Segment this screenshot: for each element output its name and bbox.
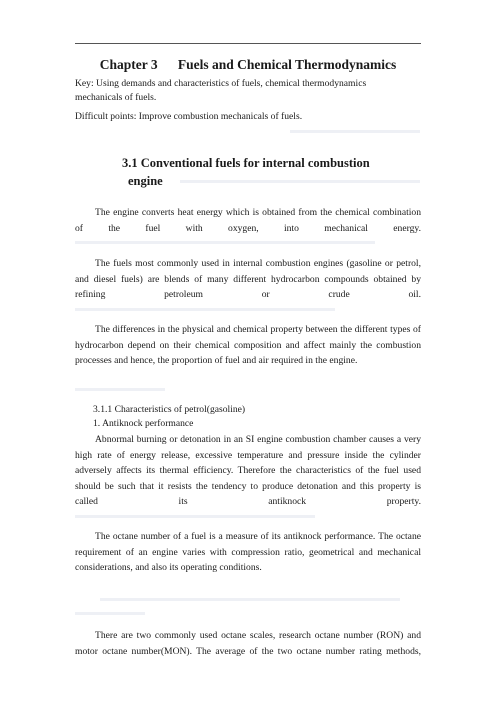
faint-watermark-line <box>75 388 165 391</box>
difficult-points: Difficult points: Improve combustion mechanicals of fuels. <box>75 111 303 122</box>
faint-watermark-line <box>75 241 375 244</box>
paragraph-scales: There are two commonly used octane scales, research octane number (RON) and motor octane number(MON). The average of the two octane number rating methods, <box>75 630 421 657</box>
faint-watermark-line <box>75 612 145 615</box>
paragraph-detonation: Abnormal burning or detonation in an SI engine combustion chamber causes a very high rate of energy release, excessive temperature and pressure inside the cylinder adversely affects its thermal efficiency. Therefore the characteristics of the fuel used should be such that it resists the tendency to produce detonation and this property is called its antiknock property. <box>75 434 421 507</box>
faint-watermark-line <box>75 308 335 311</box>
faint-watermark-line <box>75 515 315 518</box>
key-line-1: Key: Using demands and characteristics of fuels, chemical thermodynamics <box>75 78 367 89</box>
faint-watermark-line <box>290 130 420 133</box>
faint-watermark-line <box>180 180 420 183</box>
chapter-title: Chapter 3 Fuels and Chemical Thermodynamics <box>99 57 397 72</box>
key-line-2: mechanicals of fuels. <box>75 92 157 103</box>
subsection-heading: 3.1.1 Characteristics of petrol(gasoline) <box>93 404 246 415</box>
section-heading-line-1: 3.1 Conventional fuels for internal combustion <box>122 156 370 170</box>
paragraph-energy: The engine converts heat energy which is obtained from the chemical combination of the fuel with oxygen, into mechanical energy. <box>75 207 421 234</box>
paragraph-fuels: The fuels most commonly used in internal combustion engines (gasoline or petrol, and diesel fuels) are blends of many different hydrocarbon compounds obtained by refining petroleum or crude oil. <box>75 258 421 300</box>
section-heading-line-2: engine <box>128 174 163 188</box>
faint-watermark-line <box>100 598 400 601</box>
header-rule <box>75 43 421 44</box>
paragraph-octane: The octane number of a fuel is a measure of its antiknock performance. The octane requirement of an engine varies with compression ratio, geometrical and mechanical considerations, and also its operating conditions. <box>75 531 421 573</box>
paragraph-differences: The differences in the physical and chemical property between the different types of hydrocarbon depend on their chemical composition and affect mainly the combustion processes and hence, the proportion of fuel and air required in the engine. <box>75 324 421 366</box>
list-item-antiknock: 1. Antiknock performance <box>93 418 194 429</box>
